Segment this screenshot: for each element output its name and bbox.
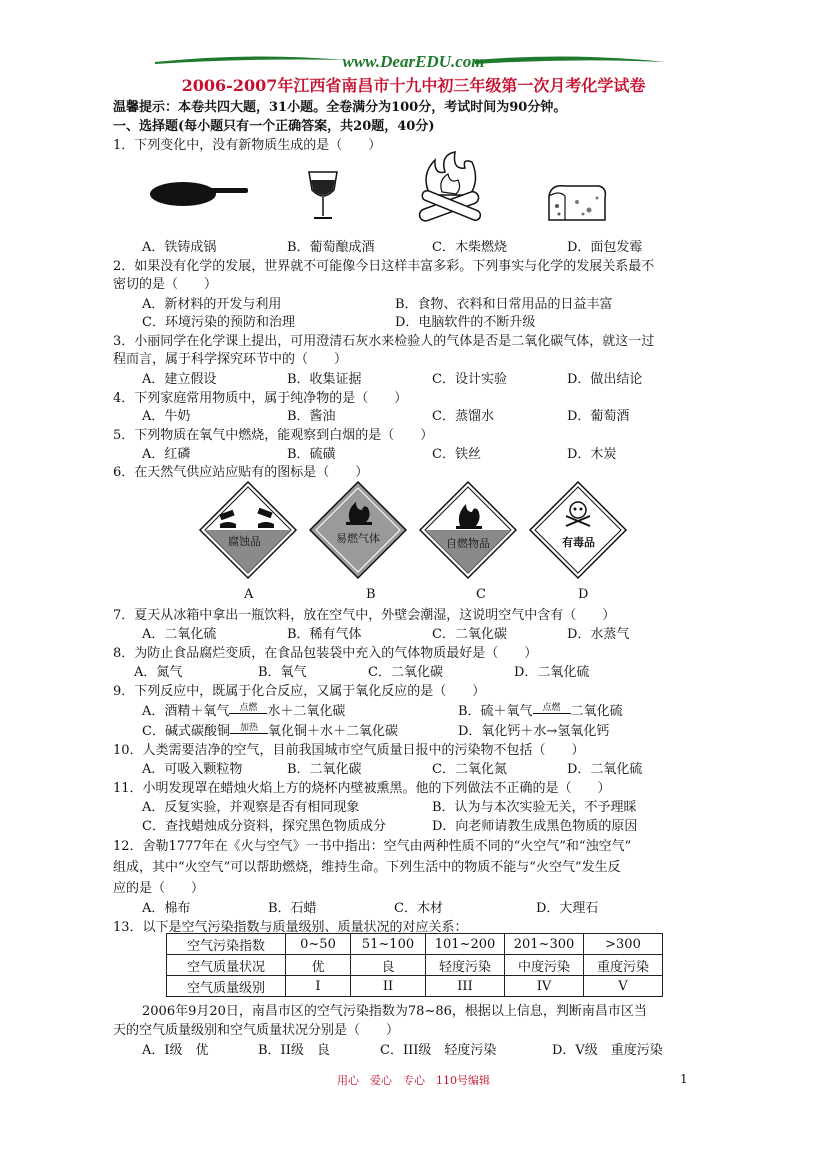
q3-stem-line2: 程而言，属于科学探究环节中的（ ） [113,352,348,367]
q10-stem: 10．人类需要洁净的空气，目前我国城市空气质量日报中的污染物不包括（ ） [113,743,585,758]
q13-desc-line1: 2006年9月20日，南昌市区的空气污染指数为78~86，根据以上信息，判断南昌市区当 [142,1004,647,1019]
q13-stem: 13．以下是空气污染指数与质量级别、质量状况的对应关系： [113,920,468,935]
q8-option-c[interactable]: C．二氧化碳 [368,665,443,680]
q12-option-c[interactable]: C．木材 [394,901,443,916]
q1-stem: 1．下列变化中，没有新物质生成的是（ ） [113,138,382,153]
q9-b-condition: 点燃 [533,700,571,714]
q9-c-condition: 加热 [230,720,268,734]
q1-option-c[interactable]: C．木柴燃烧 [432,240,507,255]
spontaneous-combustion-sign-icon[interactable] [418,480,518,580]
page-title: 2006-2007年江西省南昌市十九中初三年级第一次月考化学试卷 [181,76,646,95]
table-cell: 中度污染 [505,955,584,976]
table-cell: >300 [584,934,663,955]
table-row [167,976,663,997]
q2-option-d[interactable]: D．电脑软件的不断升级 [395,315,536,330]
q7-option-d[interactable]: D．水蒸气 [567,627,630,642]
table-row [167,934,663,955]
toxic-sign-icon[interactable] [528,480,628,580]
q9-b-reactants: B．硫＋氧气 [458,704,533,719]
table-cell: 0~50 [286,934,351,955]
footer-text: 用心 爱心 专心 110号编辑 [337,1074,490,1087]
q1-option-b[interactable]: B．葡萄酿成酒 [287,240,375,255]
sign-d-label: 有毒品 [562,536,595,549]
q1-option-a[interactable]: A．铁铸成锅 [142,240,217,255]
table-cell: 良 [351,955,426,976]
q5-option-d[interactable]: D．木炭 [567,447,617,462]
q12-stem-line3: 应的是（ ） [113,881,205,896]
table-cell: 51~100 [351,934,426,955]
q8-option-d[interactable]: D．二氧化硫 [514,665,590,680]
table-cell: 201~300 [505,934,584,955]
q6-letter-c[interactable]: C [476,587,486,602]
q9-option-a[interactable] [142,700,345,719]
q12-stem-line1: 12．舍勒1777年在《火与空气》一书中指出：空气由两种性质不同的“火空气”和“浊空气” [113,839,632,854]
q13-option-c[interactable]: C．III级 轻度污染 [380,1043,497,1058]
q8-option-b[interactable]: B．氧气 [258,665,307,680]
table-cell: II [351,976,426,997]
q9-option-c[interactable] [142,720,398,739]
q2-stem-line1: 2．如果没有化学的发展，世界就不可能像今日这样丰富多彩。下列事实与化学的发展关系最不 [113,259,655,274]
q6-letter-d[interactable]: D [578,587,589,602]
burning-wood-icon [410,150,492,230]
q9-a-reactants: A．酒精＋氧气 [142,704,230,719]
table-cell: 空气质量状况 [167,955,286,976]
q3-option-a[interactable]: A．建立假设 [142,372,217,387]
q10-option-c[interactable]: C．二氧化氮 [432,762,507,777]
moldy-bread-icon [545,182,609,224]
q12-stem-line2: 组成，其中“火空气”可以帮助燃烧，维持生命。下列生活中的物质不能与“火空气”发生反 [113,860,621,875]
table-row [167,955,663,976]
q4-option-c[interactable]: C．蒸馏水 [432,409,494,424]
table-cell: 轻度污染 [426,955,505,976]
q4-stem: 4．下列家庭常用物质中，属于纯净物的是（ ） [113,391,408,406]
q13-option-d[interactable]: D．V级 重度污染 [552,1043,663,1058]
q2-option-c[interactable]: C．环境污染的预防和治理 [142,315,295,330]
table-cell: IV [505,976,584,997]
q6-stem: 6．在天然气供应站应贴有的图标是（ ） [113,465,369,480]
q13-option-b[interactable]: B．II级 良 [258,1043,330,1058]
q7-stem: 7．夏天从冰箱中拿出一瓶饮料，放在空气中，外壁会潮湿，这说明空气中含有（ ） [113,608,616,623]
q5-option-a[interactable]: A．红磷 [142,447,191,462]
q7-option-b[interactable]: B．稀有气体 [287,627,362,642]
table-cell: 空气质量级别 [167,976,286,997]
table-cell: V [584,976,663,997]
notice: 温馨提示：本卷共四大题，31小题。全卷满分为100分，考试时间为90分钟。 [113,100,567,115]
q9-stem: 9．下列反应中，既属于化合反应，又属于氧化反应的是（ ） [113,684,486,699]
q11-option-d[interactable]: D．向老师请教生成黑色物质的原因 [432,819,638,834]
q4-option-b[interactable]: B．酱油 [287,409,336,424]
q9-b-products: 二氧化硫 [570,704,623,719]
section-title: 一、选择题(每小题只有一个正确答案，共20题，40分) [113,119,435,134]
q11-option-c[interactable]: C．查找蜡烛成分资料，探究黑色物质成分 [142,819,386,834]
q10-option-d[interactable]: D．二氧化硫 [567,762,643,777]
sign-c-label: 自燃物品 [446,537,490,550]
q2-stem-line2: 密切的是（ ） [113,277,218,292]
table-cell: I [286,976,351,997]
q5-option-c[interactable]: C．铁丝 [432,447,481,462]
table-cell: 101~200 [426,934,505,955]
wine-glass-icon [306,170,340,222]
q13-desc-line2: 天的空气质量级别和空气质量状况分别是（ ） [113,1023,400,1038]
q6-letter-a[interactable]: A [244,587,254,602]
q4-option-a[interactable]: A．牛奶 [142,409,191,424]
q5-stem: 5．下列物质在氧气中燃烧，能观察到白烟的是（ ） [113,428,434,443]
q7-option-c[interactable]: C．二氧化碳 [432,627,507,642]
q8-stem: 8．为防止食品腐烂变质，在食品包装袋中充入的气体物质最好是（ ） [113,646,538,661]
q9-a-products: 水＋二氧化碳 [267,704,346,719]
q11-option-a[interactable]: A．反复实验，并观察是否有相同现象 [142,800,360,815]
sign-a-label: 腐蚀品 [228,535,261,548]
corrosive-sign-icon[interactable] [198,480,298,580]
frying-pan-icon [148,178,252,214]
table-cell: 空气污染指数 [167,934,286,955]
q2-option-b[interactable]: B．食物、衣料和日常用品的日益丰富 [395,297,613,312]
q8-option-a[interactable]: A．氮气 [134,665,183,680]
sign-b-label: 易燃气体 [336,532,380,545]
q11-stem: 11．小明发现罩在蜡烛火焰上方的烧杯内壁被熏黑。他的下列做法不正确的是（ ） [113,781,611,796]
q3-option-d[interactable]: D．做出结论 [567,372,643,387]
q4-option-d[interactable]: D．葡萄酒 [567,409,630,424]
q3-option-c[interactable]: C．设计实验 [432,372,507,387]
q9-c-products: 氧化铜＋水＋二氧化碳 [267,724,398,739]
site-name[interactable]: www.DearEDU.com [342,52,485,71]
air-quality-table [166,933,663,997]
q2-option-a[interactable]: A．新材料的开发与利用 [142,297,282,312]
q12-option-a[interactable]: A．棉布 [142,901,191,916]
q7-option-a[interactable]: A．二氧化硫 [142,627,217,642]
q9-c-reactants: C．碱式碳酸铜 [142,724,230,739]
table-cell: III [426,976,505,997]
q10-option-b[interactable]: B．二氧化碳 [287,762,362,777]
q12-option-b[interactable]: B．石蜡 [268,901,317,916]
q13-option-a[interactable]: A．I级 优 [142,1043,209,1058]
page-number: 1 [680,1072,688,1086]
q3-stem-line1: 3．小丽同学在化学课上提出，可用澄清石灰水来检验人的气体是否是二氧化碳气体，就这一过 [113,334,655,349]
q6-letter-b[interactable]: B [366,587,376,602]
q3-option-b[interactable]: B．收集证据 [287,372,362,387]
table-cell: 重度污染 [584,955,663,976]
table-cell: 优 [286,955,351,976]
q12-option-d[interactable]: D．大理石 [536,901,599,916]
q11-option-b[interactable]: B．认为与本次实验无关，不予理睬 [432,800,637,815]
q9-option-d[interactable]: D．氧化钙＋水→氢氧化钙 [458,724,610,739]
q9-a-condition: 点燃 [229,700,267,714]
q5-option-b[interactable]: B．硫磺 [287,447,336,462]
q10-option-a[interactable]: A．可吸入颗粒物 [142,762,243,777]
q1-option-d[interactable]: D．面包发霉 [567,240,643,255]
q9-option-b[interactable] [458,700,623,719]
